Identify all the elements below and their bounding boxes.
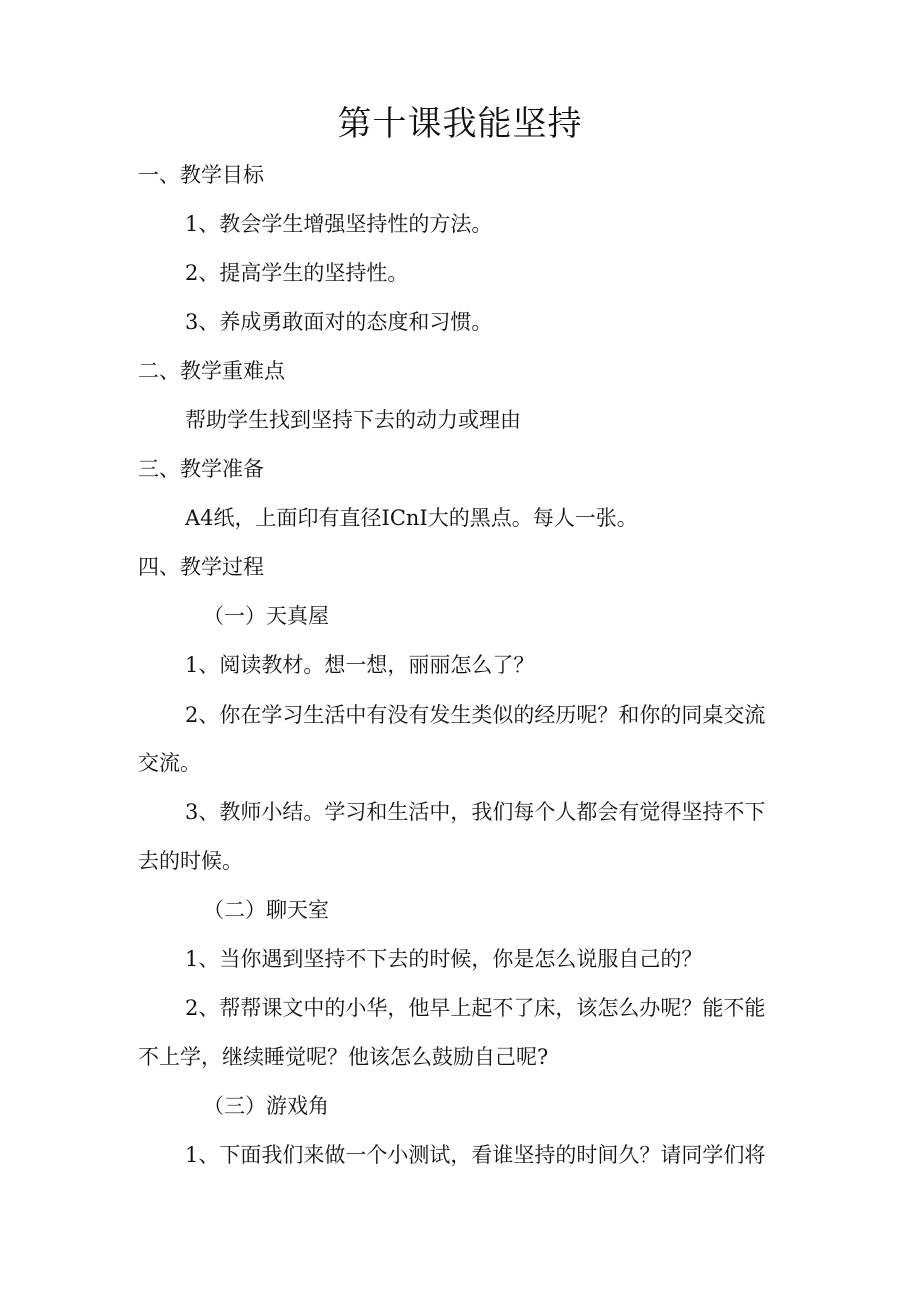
process-item: 3、教师小结。学习和生活中，我们每个人都会有觉得坚持不下 — [185, 800, 766, 824]
objective-item-1: 1、教会学生增强坚持性的方法。 — [185, 212, 493, 236]
process-item: 1、下面我们来做一个小测试，看谁坚持的时间久？请同学们将 — [185, 1143, 766, 1167]
process-item-continuation: 去的时候。 — [138, 849, 243, 873]
section-heading-key-points: 二、教学重难点 — [138, 359, 285, 383]
objective-item-3: 3、养成勇敢面对的态度和习惯。 — [185, 310, 493, 334]
page-title: 第十课我能坚持 — [337, 104, 583, 144]
preparation-text: A4纸，上面印有直径ICnI大的黑点。每人一张。 — [185, 506, 638, 530]
process-item-continuation: 不上学，继续睡觉呢？他该怎么鼓励自己呢? — [138, 1045, 549, 1069]
section-heading-objectives: 一、教学目标 — [138, 163, 264, 187]
process-item: 1、阅读教材。想一想，丽丽怎么了？ — [185, 653, 535, 677]
process-item: 2、帮帮课文中的小华，他早上起不了床，该怎么办呢？能不能 — [185, 996, 766, 1020]
subsection-heading-1: （一）天真屋 — [203, 604, 329, 628]
subsection-heading-3: （三）游戏角 — [203, 1094, 329, 1118]
section-heading-process: 四、教学过程 — [138, 555, 264, 579]
process-item: 2、你在学习生活中有没有发生类似的经历呢？和你的同桌交流 — [185, 703, 766, 727]
objective-item-2: 2、提高学生的坚持性。 — [185, 261, 409, 285]
subsection-heading-2: （二）聊天室 — [203, 898, 329, 922]
process-item: 1、当你遇到坚持不下去的时候，你是怎么说服自己的？ — [185, 947, 703, 971]
key-point-text: 帮助学生找到坚持下去的动力或理由 — [185, 408, 521, 432]
process-item-continuation: 交流。 — [138, 751, 201, 775]
section-heading-preparation: 三、教学准备 — [138, 457, 264, 481]
